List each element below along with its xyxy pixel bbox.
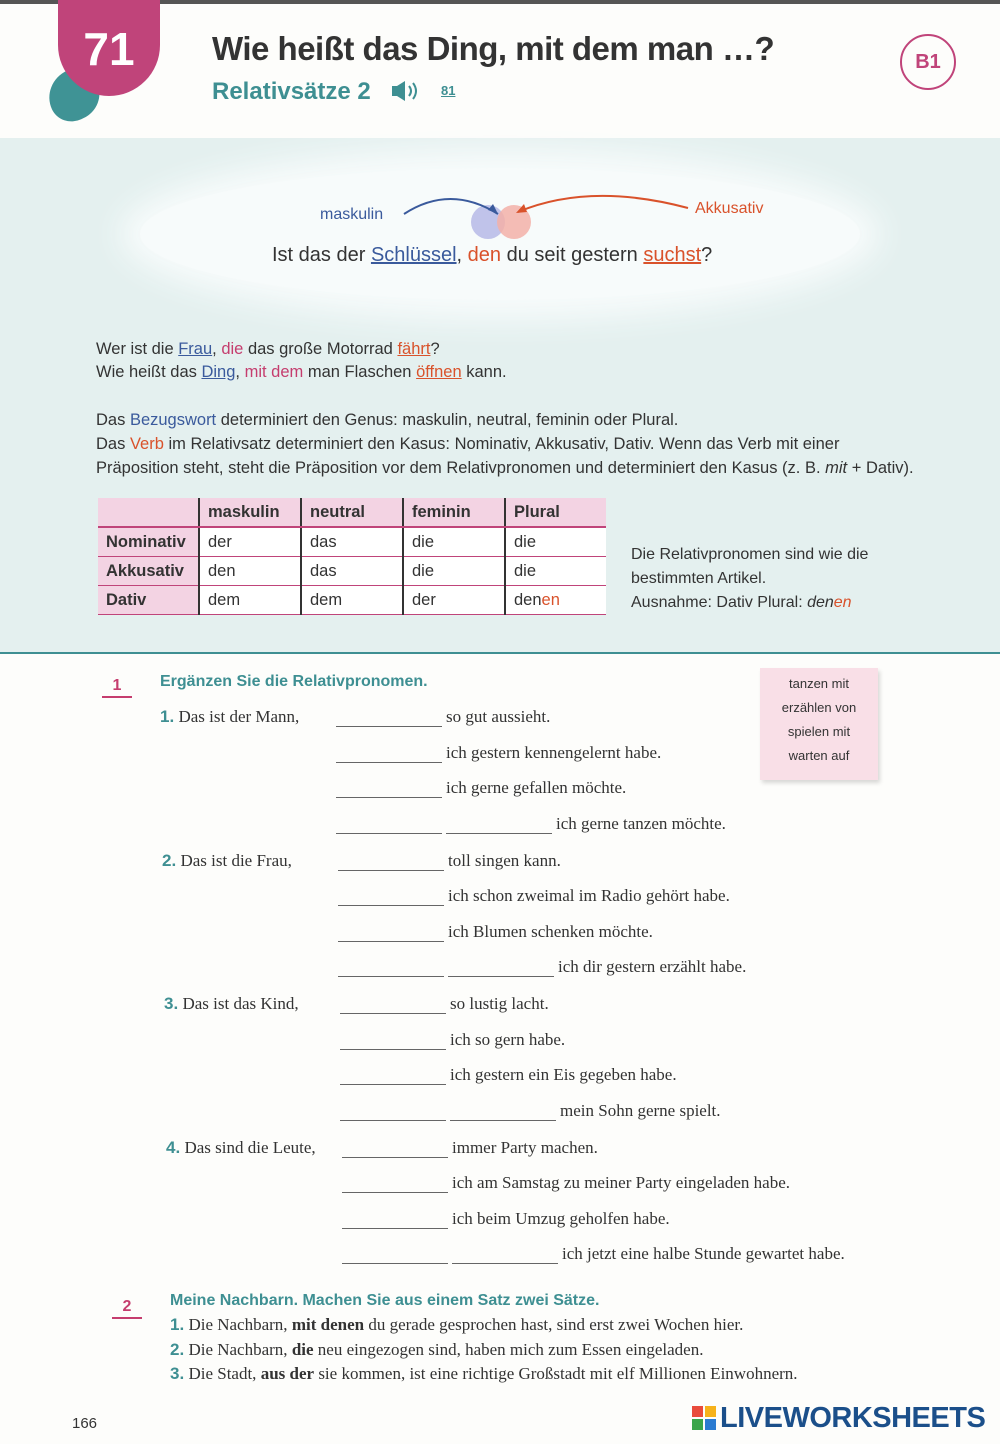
item-number: 3.	[164, 994, 179, 1013]
exercise-line	[162, 886, 730, 906]
answer-blank[interactable]	[336, 708, 442, 727]
sentence-ending: ich gestern ein Eis gegeben habe.	[450, 1065, 677, 1084]
list-item: 2. Die Nachbarn, die neu eingezogen sind, haben mich zum Essen eingeladen.	[170, 1340, 704, 1359]
table-header: neutral	[301, 498, 403, 527]
answer-blank[interactable]	[340, 1102, 446, 1121]
table-cell: die	[403, 557, 505, 586]
exercise-line	[160, 778, 626, 798]
answer-blank[interactable]	[338, 923, 444, 942]
exercise-line	[164, 994, 549, 1014]
sentence-ending: immer Party machen.	[452, 1137, 598, 1157]
pronoun-note: Die Relativpronomen sind wie die bestimmten Artikel. Ausnahme: Dativ Plural: denen	[631, 546, 869, 611]
example-line-2: Wie heißt das Ding, mit dem man Flaschen öffnen kann.	[96, 363, 507, 381]
item-lead: Das ist der Mann,	[178, 707, 300, 726]
sentence-ending: mein Sohn gerne spielt.	[560, 1100, 721, 1120]
answer-blank[interactable]	[452, 1245, 558, 1264]
answer-blank[interactable]	[338, 958, 444, 977]
exercise-line	[160, 743, 661, 763]
item-number: 4.	[166, 1137, 181, 1157]
table-cell: den	[199, 557, 301, 586]
table-header: Plural	[505, 498, 606, 527]
table-row-header: Nominativ	[98, 527, 199, 557]
table-cell: der	[199, 527, 301, 557]
brand-name: LIVEWORKSHEETS	[720, 1402, 986, 1434]
table-cell: der	[403, 586, 505, 615]
answer-blank[interactable]	[342, 1245, 448, 1264]
exercise-line	[162, 851, 561, 871]
exercise-line	[164, 1065, 677, 1085]
rule-line-1: Das Bezugswort determiniert den Genus: maskulin, neutral, feminin oder Plural.	[96, 411, 679, 429]
liveworksheets-logo-icon	[692, 1406, 716, 1430]
table-row-header: Dativ	[98, 586, 199, 615]
table-cell: die	[403, 527, 505, 557]
item-lead: Das ist die Frau,	[180, 850, 292, 870]
exercise-line	[162, 922, 653, 942]
answer-blank[interactable]	[338, 887, 444, 906]
example-sentence: Ist das der Schlüssel, den du seit gestern suchst?	[272, 244, 713, 266]
label-akkusativ: Akkusativ	[695, 200, 764, 217]
table-cell: dem	[301, 586, 403, 615]
relative-pronoun: den	[462, 244, 502, 266]
exercise-line	[164, 1030, 565, 1050]
relative-verb: suchst	[643, 244, 702, 266]
table-cell: die	[505, 527, 606, 557]
sentence-ending: ich beim Umzug geholfen habe.	[452, 1208, 670, 1228]
sentence-ending: so lustig lacht.	[450, 994, 549, 1013]
answer-blank[interactable]	[448, 958, 554, 977]
exercise-heading: Meine Nachbarn. Machen Sie aus einem Satz zwei Sätze.	[170, 1292, 600, 1309]
table-cell: denen	[505, 586, 606, 615]
table-cell: das	[301, 557, 403, 586]
page-number: 166	[72, 1415, 98, 1432]
answer-blank[interactable]	[336, 744, 442, 763]
hint-note: tanzen mit erzählen von spielen mit warten auf	[760, 668, 878, 780]
table-cell: das	[301, 527, 403, 557]
answer-blank[interactable]	[338, 852, 444, 871]
exercise-line	[160, 814, 726, 834]
item-number: 1.	[160, 707, 175, 726]
page-subtitle: Relativsätze 2	[212, 78, 371, 105]
sentence-ending: so gut aussieht.	[446, 707, 551, 726]
sentence-ending: toll singen kann.	[448, 850, 561, 870]
sentence-ending: ich gerne gefallen möchte.	[446, 778, 627, 797]
sentence-ending: ich gerne tanzen möchte.	[556, 813, 726, 833]
agreement-arrows	[390, 186, 700, 246]
exercise-line	[166, 1209, 670, 1229]
sentence-ending: ich gestern kennengelernt habe.	[446, 742, 662, 762]
sentence-ending: ich schon zweimal im Radio gehört habe.	[448, 886, 730, 905]
table-corner	[98, 498, 199, 527]
exercise-line	[166, 1173, 790, 1193]
table-cell: dem	[199, 586, 301, 615]
answer-blank[interactable]	[446, 815, 552, 834]
answer-blank[interactable]	[342, 1210, 448, 1229]
speaker-icon[interactable]	[390, 79, 430, 109]
answer-blank[interactable]	[336, 815, 442, 834]
answer-blank[interactable]	[340, 1066, 446, 1085]
example-line-1: Wer ist die Frau, die das große Motorrad fährt?	[96, 340, 440, 358]
relative-pronoun-table	[98, 498, 606, 615]
sentence-ending: ich so gern habe.	[450, 1029, 566, 1049]
exercise-number: 2	[112, 1297, 142, 1319]
sentence-ending: ich jetzt eine halbe Stunde gewartet habe.	[562, 1244, 845, 1263]
sentence-ending: ich dir gestern erzählt habe.	[558, 957, 747, 976]
rule-line-3: Präposition steht, steht die Präposition vor dem Relativpronomen und determiniert den Kasus (z. B. mit + Dativ).	[96, 459, 914, 477]
exercise-number: 1	[102, 676, 132, 698]
answer-blank[interactable]	[340, 1031, 446, 1050]
exercise-line	[162, 957, 746, 977]
exercise-heading: Ergänzen Sie die Relativpronomen.	[160, 673, 428, 690]
answer-blank[interactable]	[342, 1174, 448, 1193]
list-item: 1. Die Nachbarn, mit denen du gerade gesprochen hast, sind erst zwei Wochen hier.	[170, 1315, 744, 1334]
reference-noun: Schlüssel	[370, 244, 457, 266]
exercise-line	[166, 1138, 598, 1158]
exercise-line	[164, 1101, 721, 1121]
page-title: Wie heißt das Ding, mit dem man …?	[212, 30, 775, 67]
audio-track-number: 81	[441, 83, 456, 98]
table-header: feminin	[403, 498, 505, 527]
table-row-header: Akkusativ	[98, 557, 199, 586]
label-maskulin: maskulin	[320, 206, 384, 223]
item-number: 2.	[162, 850, 177, 870]
table-cell: die	[505, 557, 606, 586]
chapter-number: 71	[83, 23, 135, 75]
list-item: 3. Die Stadt, aus der sie kommen, ist eine richtige Großstadt mit elf Millionen Einwohnern.	[170, 1364, 798, 1383]
exercise-line	[160, 707, 550, 727]
sentence-ending: ich Blumen schenken möchte.	[448, 921, 653, 941]
sentence-ending: ich am Samstag zu meiner Party eingeladen habe.	[452, 1173, 790, 1192]
rule-line-2: Das Verb im Relativsatz determiniert den Kasus: Nominativ, Akkusativ, Dativ. Wenn das Verb mit einer	[96, 435, 840, 453]
item-lead: Das sind die Leute,	[184, 1137, 316, 1157]
answer-blank[interactable]	[450, 1102, 556, 1121]
item-lead: Das ist das Kind,	[182, 994, 299, 1013]
answer-blank[interactable]	[336, 779, 442, 798]
answer-blank[interactable]	[342, 1139, 448, 1158]
level-badge: B1	[900, 34, 956, 90]
table-header: maskulin	[199, 498, 301, 527]
exercise-line	[166, 1244, 845, 1264]
answer-blank[interactable]	[340, 995, 446, 1014]
